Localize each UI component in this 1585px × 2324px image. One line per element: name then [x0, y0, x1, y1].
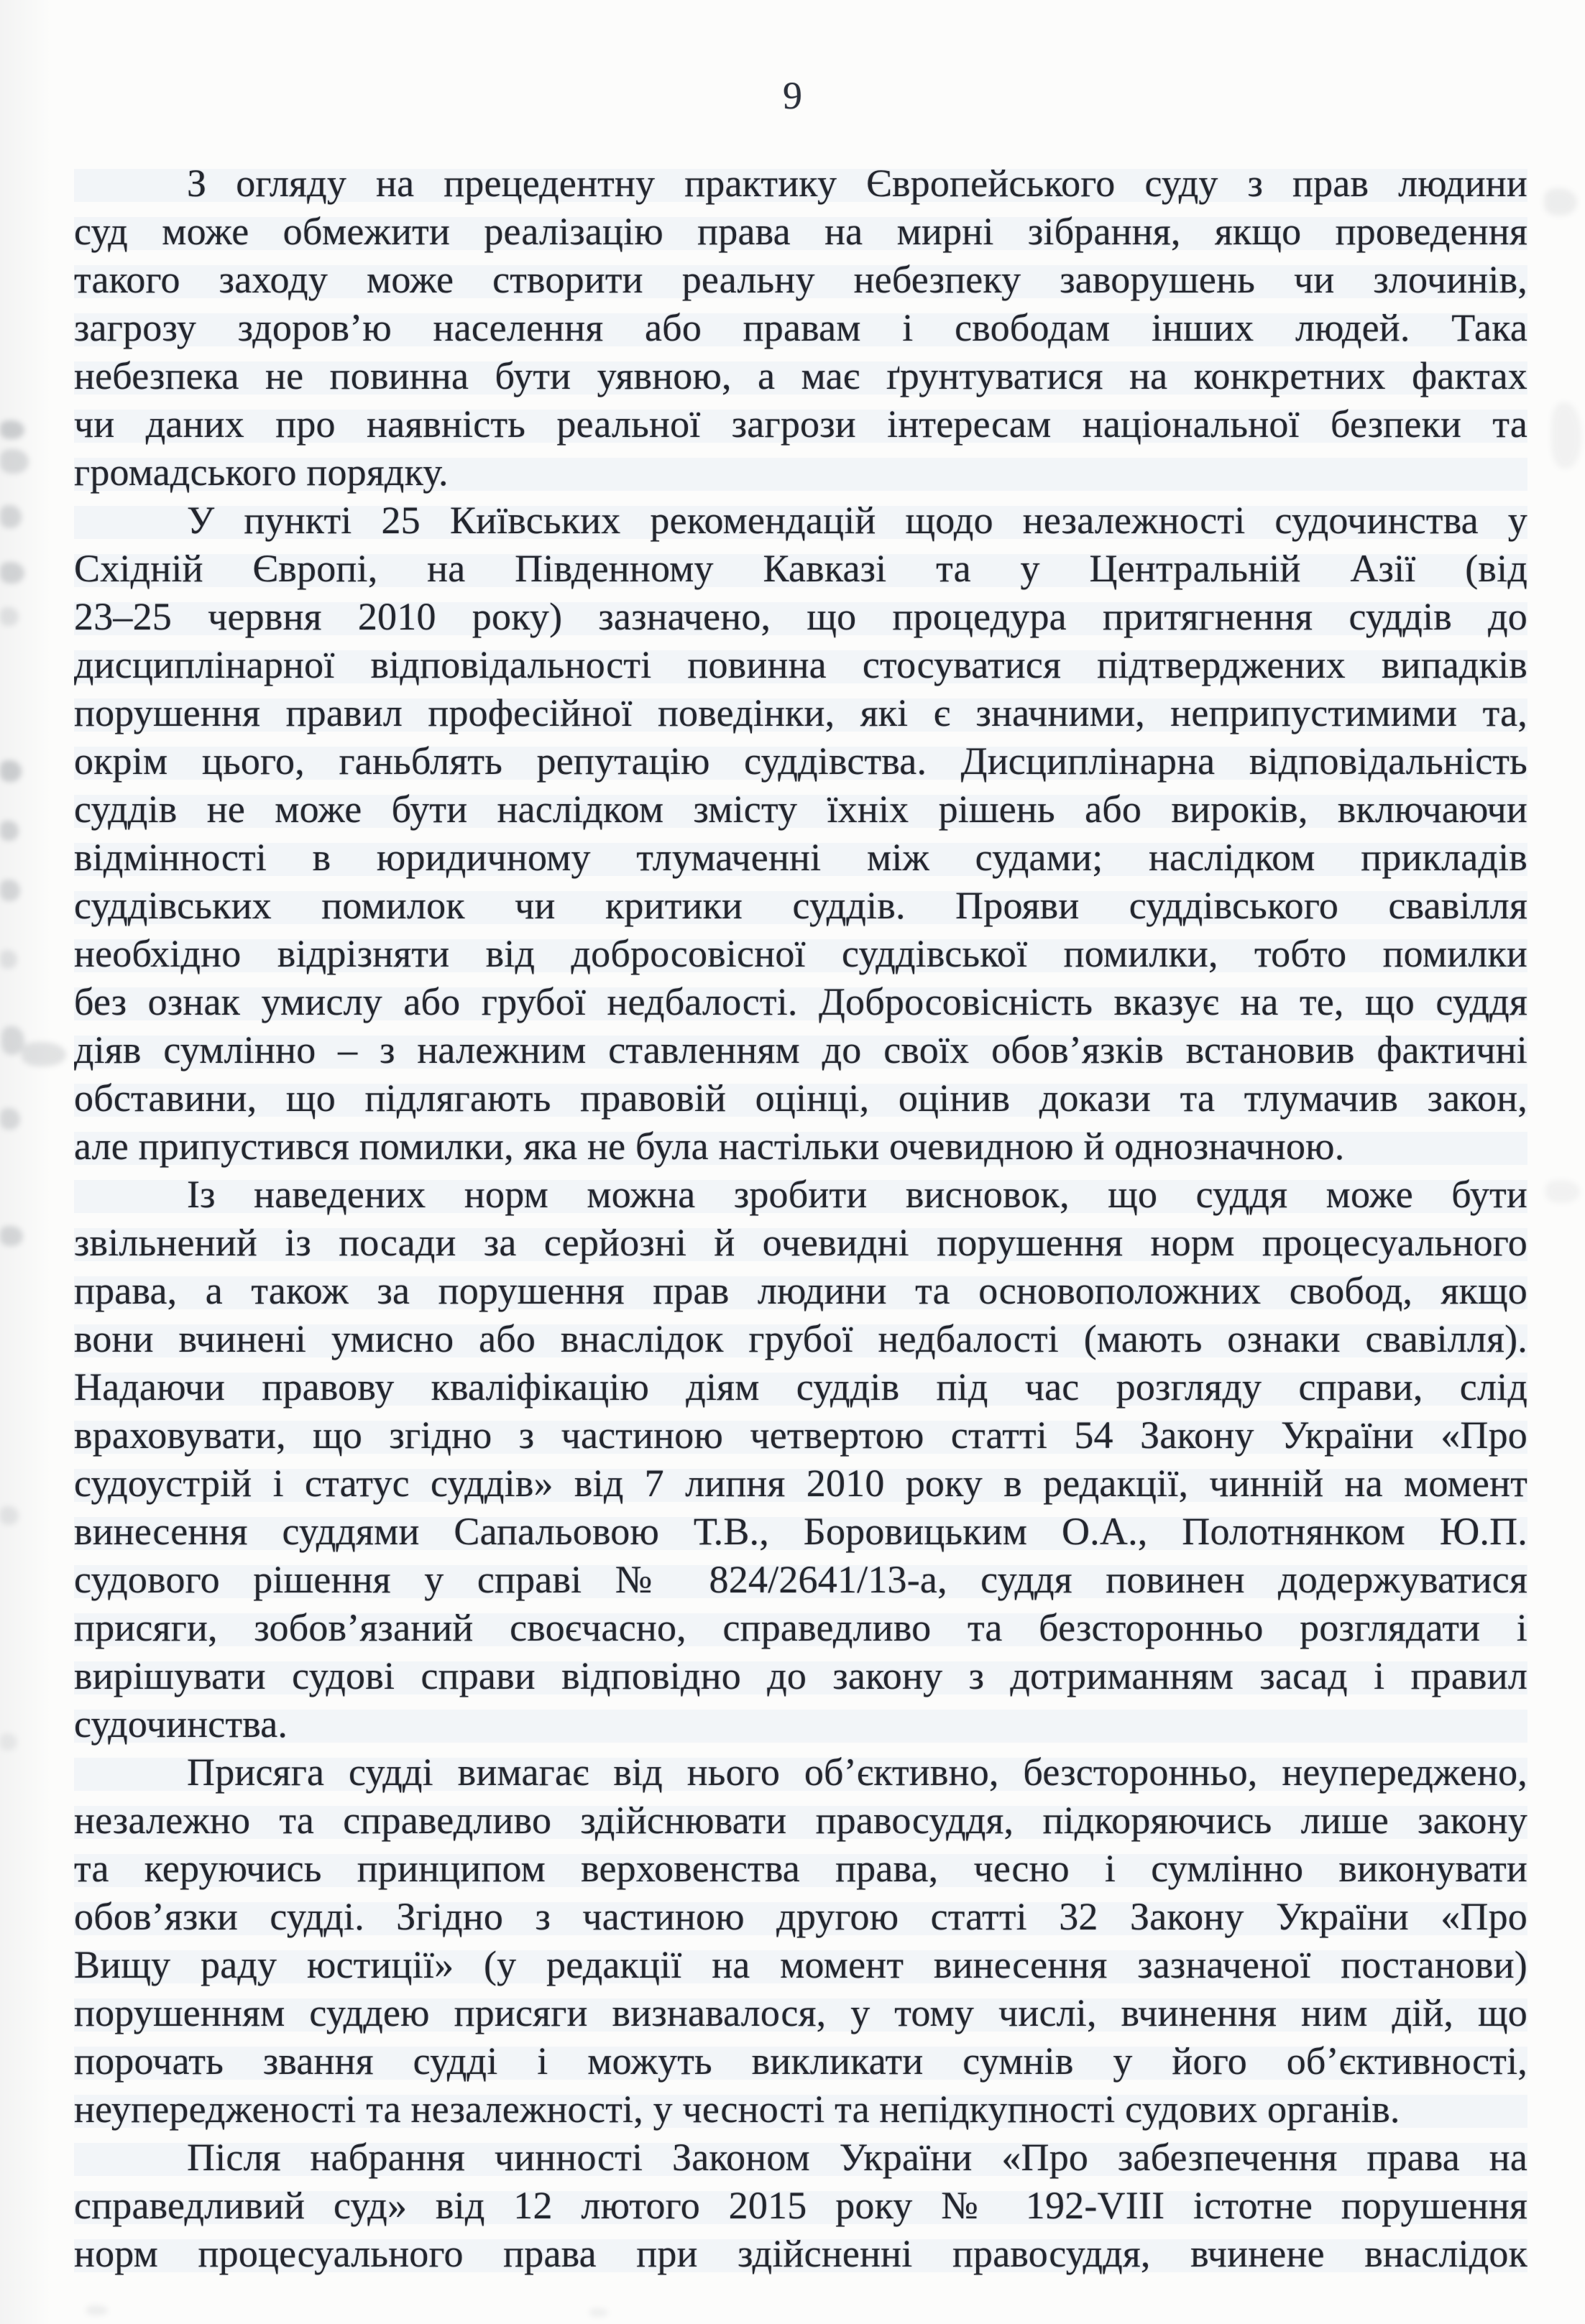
- scan-smudge: [86, 2305, 108, 2315]
- text-line: незалежно та справедливо здійснювати правосуддя, підкоряючись лише закону: [74, 1797, 1527, 1845]
- scan-smudge: [0, 1108, 20, 1130]
- text-line: суддів не може бути наслідком змісту їхніх рішень або вироків, включаючи: [74, 785, 1527, 834]
- document-text-block: [74, 160, 1527, 2278]
- text-line: судового рішення у справі № 824/2641/13-а, суддя повинен додержуватися: [74, 1556, 1527, 1604]
- text-line: та керуючись принципом верховенства права, чесно і сумлінно виконувати: [74, 1845, 1527, 1893]
- scan-smudge: [1544, 188, 1577, 216]
- text-line: Надаючи правову кваліфікацію діям суддів під час розгляду справи, слід: [74, 1363, 1527, 1411]
- text-line: права, а також за порушення прав людини та основоположних свобод, якщо: [74, 1267, 1527, 1315]
- scan-smudge: [0, 562, 24, 584]
- text-line: необхідно відрізняти від добросовісної суддівської помилки, тобто помилки: [74, 930, 1527, 978]
- scan-smudge: [22, 1042, 66, 1066]
- paragraph: [74, 497, 1527, 1171]
- text-line: окрім цього, ганьблять репутацію суддівства. Дисциплінарна відповідальність: [74, 737, 1527, 785]
- scan-smudge: [0, 760, 22, 782]
- scan-smudge: [1551, 402, 1581, 469]
- scan-smudge: [0, 821, 19, 841]
- paragraph: [74, 1171, 1527, 1748]
- text-line: У пункті 25 Київських рекомендацій щодо незалежності судочинства у: [74, 497, 1527, 545]
- text-line: діяв сумлінно – з належним ставленням до своїх обов’язків встановив фактичні: [74, 1026, 1527, 1074]
- text-line: винесення суддями Сапальовою Т.В., Боровицьким О.А., Полотнянком Ю.П.: [74, 1508, 1527, 1556]
- text-line: справедливий суд» від 12 лютого 2015 року № 192-VIII істотне порушення: [74, 2182, 1527, 2230]
- text-line: Присяга судді вимагає від нього об’єктивно, безсторонньо, неупереджено,: [74, 1748, 1527, 1797]
- text-line: судочинства.: [74, 1700, 1527, 1748]
- scan-smudge: [0, 505, 22, 528]
- text-line: неупередженості та незалежності, у чесності та непідкупності судових органів.: [74, 2085, 1527, 2134]
- scan-smudge: [589, 2308, 608, 2317]
- text-line: Вищу раду юстиції» (у редакції на момент винесення зазначеної постанови): [74, 1941, 1527, 1989]
- text-line: вирішувати судові справи відповідно до закону з дотриманням засад і правил: [74, 1652, 1527, 1700]
- scan-smudge: [1, 1026, 24, 1055]
- text-line: відмінності в юридичному тлумаченні між судами; наслідком прикладів: [74, 834, 1527, 882]
- text-line: небезпека не повинна бути уявною, а має ґрунтуватися на конкретних фактах: [74, 352, 1527, 400]
- text-line: обов’язки судді. Згідно з частиною другою статті 32 Закону України «Про: [74, 1893, 1527, 1941]
- paragraph: [74, 1748, 1527, 2134]
- text-line: суд може обмежити реалізацію права на мирні зібрання, якщо проведення: [74, 208, 1527, 256]
- scan-smudge: [0, 880, 20, 901]
- text-line: такого заходу може створити реальну небезпеку заворушень чи злочинів,: [74, 256, 1527, 304]
- text-line: дисциплінарної відповідальності повинна стосуватися підтверджених випадків: [74, 641, 1527, 689]
- text-line: судоустрій і статус суддів» від 7 липня 2010 року в редакції, чинній на момент: [74, 1460, 1527, 1508]
- scan-smudge: [0, 1733, 17, 1751]
- paragraph: [74, 160, 1527, 497]
- text-line: без ознак умислу або грубої недбалості. Добросовісність вказує на те, що суддя: [74, 978, 1527, 1026]
- text-line: чи даних про наявність реальної загрози інтересам національної безпеки та: [74, 400, 1527, 448]
- text-line: Із наведених норм можна зробити висновок, що суддя може бути: [74, 1171, 1527, 1219]
- scan-smudge: [0, 950, 17, 969]
- text-line: присяги, зобов’язаний своєчасно, справедливо та безсторонньо розглядати і: [74, 1604, 1527, 1652]
- text-line: але припустився помилки, яка не була настільки очевидною й однозначною.: [74, 1122, 1527, 1171]
- scan-smudge: [0, 607, 19, 626]
- text-line: Східній Європі, на Південному Кавказі та у Центральній Азії (від: [74, 545, 1527, 593]
- text-line: суддівських помилок чи критики суддів. Прояви суддівського свавілля: [74, 882, 1527, 930]
- text-line: З огляду на прецедентну практику Європейського суду з прав людини: [74, 160, 1527, 208]
- text-line: Після набрання чинності Законом України «Про забезпечення права на: [74, 2134, 1527, 2182]
- text-line: громадського порядку.: [74, 448, 1527, 497]
- scan-smudge: [0, 1506, 19, 1525]
- scan-smudge: [0, 420, 24, 439]
- scan-smudge: [0, 449, 29, 474]
- text-line: вони вчинені умисно або внаслідок грубої недбалості (мають ознаки свавілля).: [74, 1315, 1527, 1363]
- paragraph: [74, 2134, 1527, 2278]
- text-line: обставини, що підлягають правовій оцінці, оцінив докази та тлумачив закон,: [74, 1074, 1527, 1122]
- page-number: 9: [783, 74, 802, 117]
- scan-smudge: [0, 1226, 23, 1246]
- text-line: порушення правил професійної поведінки, які є значними, неприпустимими та,: [74, 689, 1527, 737]
- text-line: враховувати, що згідно з частиною четвертою статті 54 Закону України «Про: [74, 1411, 1527, 1460]
- text-line: 23–25 червня 2010 року) зазначено, що процедура притягнення суддів до: [74, 593, 1527, 641]
- text-line: порушенням суддею присяги визнавалося, у тому числі, вчинення ним дій, що: [74, 1989, 1527, 2037]
- text-line: звільнений із посади за серйозні й очевидні порушення норм процесуального: [74, 1219, 1527, 1267]
- scan-smudge: [1545, 1180, 1580, 1203]
- text-line: загрозу здоров’ю населення або правам і свободам інших людей. Така: [74, 304, 1527, 352]
- text-line: порочать звання судді і можуть викликати сумнів у його об’єктивності,: [74, 2037, 1527, 2085]
- text-line: норм процесуального права при здійсненні правосуддя, вчинене внаслідок: [74, 2230, 1527, 2278]
